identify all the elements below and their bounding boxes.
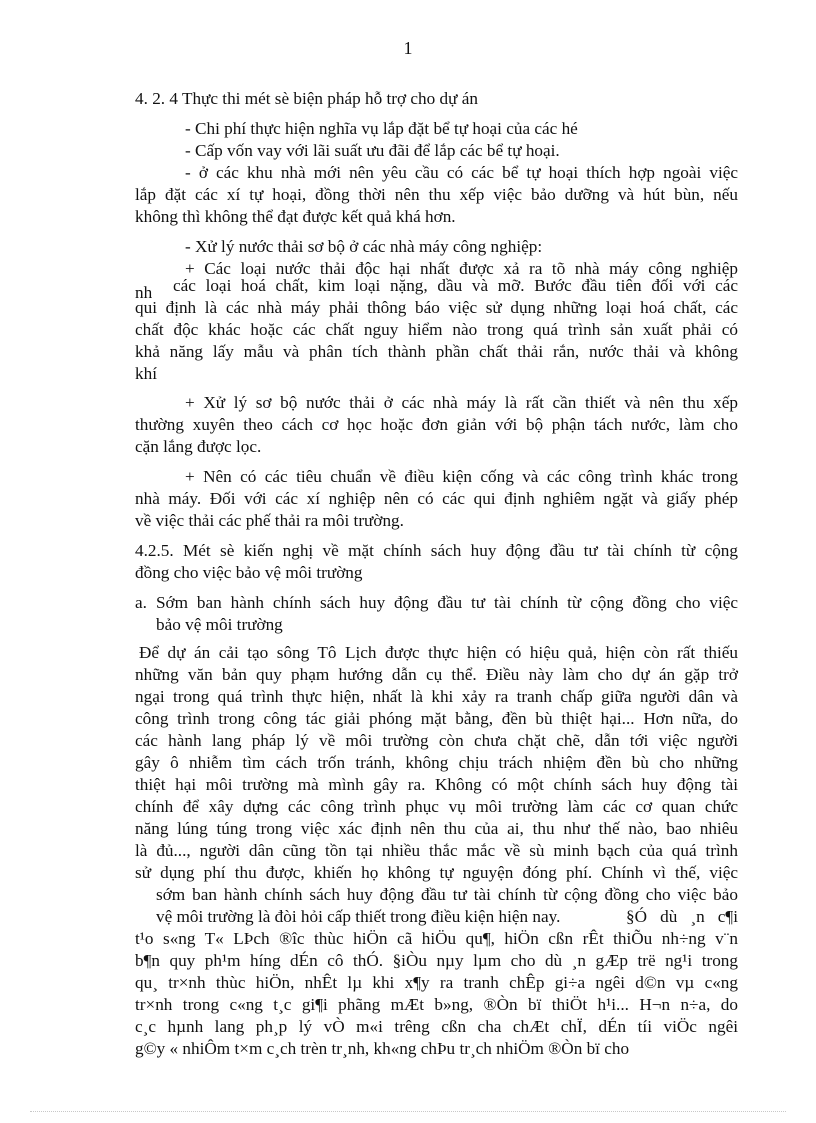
garbled-text-line: qu¸ tr×nh thùc hiÖn, nhÊt lµ khi x¶y ra tranh chÊp gi÷a ngêi d©n vµ c«ng	[135, 973, 738, 992]
paragraph-line: qui định là các nhà máy phải thông báo việc sử dụng những loại hoá chất, các	[135, 298, 738, 317]
subheading-a: Sớm ban hành chính sách huy động đầu tư tài chính từ cộng đồng cho việc	[156, 593, 738, 612]
paragraph-line: ngại trong quá trình thực hiện, nhất là khi xảy ra tranh chấp giữa người dân và	[135, 687, 738, 706]
paragraph-line: về việc thải các phế thải ra môi trường.	[135, 511, 404, 530]
garbled-text-line: tr×nh trong c«ng t¸c gi¶i phãng mÆt b»ng, ®Òn bï thiÖt h¹i... H¬n n÷a, do	[135, 995, 738, 1014]
paragraph-line: chính để xây dựng các công trình phục vụ môi trường làm các cơ quan chức	[135, 797, 738, 816]
garbled-text-line: §Ó dù ¸n c¶i	[626, 907, 738, 926]
heading-4-2-5: 4.2.5. Mét sè kiến nghị về mặt chính sách huy động đầu tư tài chính từ cộng	[135, 541, 738, 560]
paragraph-line: nhà máy. Đối với các xí nghiệp nên có các qui định nghiêm ngặt và giấy phép	[135, 489, 738, 508]
paragraph-line: + Các loại nước thải độc hại nhất được xả ra tõ nhà máy công nghiệp	[185, 259, 738, 278]
paragraph-line: - Chi phí thực hiện nghĩa vụ lắp đặt bể tự hoại của các hé	[185, 119, 578, 138]
paragraph-line: - ở các khu nhà mới nên yêu cầu có các bể tự hoại thích hợp ngoài việc	[185, 163, 738, 182]
paragraph-line: nh	[135, 283, 153, 302]
paragraph-line: thiệt hại môi trường mà mình gây ra. Không có một chính sách huy động tài	[135, 775, 738, 794]
paragraph-line: khả năng lấy mẫu và phân tích thành phần chất thải rắn, nước thải và không	[135, 342, 738, 361]
paragraph-line: vệ môi trường là đòi hỏi cấp thiết trong điều kiện hiện nay.	[156, 907, 561, 926]
paragraph-line: lắp đặt các xí tự hoại, đồng thời nên thu xếp việc bảo dưỡng và hút bùn, nếu	[135, 185, 738, 204]
paragraph-line: những văn bản quy phạm hướng dẫn cụ thể. Điều này làm cho dự án gặp trở	[135, 665, 738, 684]
paragraph-line: chất độc khác hoặc các chất nguy hiểm nào trong quá trình sản xuất phải có	[135, 320, 738, 339]
paragraph-line: - Cấp vốn vay với lãi suất ưu đãi để lắp các bể tự hoại.	[185, 141, 560, 160]
paragraph-line: khí	[135, 364, 157, 383]
paragraph-line: - Xử lý nước thải sơ bộ ở các nhà máy công nghiệp:	[185, 237, 543, 256]
paragraph-line: sử dụng phí thu được, khiến họ không tự nguyện đóng phí. Chính vì thế, việc	[135, 863, 738, 882]
garbled-text-line: g©y « nhiÔm t×m c¸ch trèn tr¸nh, kh«ng chÞu tr¸ch nhiÖm ®Òn bï cho	[135, 1039, 630, 1058]
heading-4-2-5-cont: đồng cho việc bảo vệ môi trường	[135, 563, 363, 582]
garbled-text-line: t¹o s«ng T« LÞch ®îc thùc hiÖn cã hiÖu qu¶, hiÖn cßn rÊt thiÕu nh÷ng v¨n	[135, 929, 738, 948]
paragraph-line: là đủ..., người dân cũng tồn tại nhiều thắc mắc về sù minh bạch của quá trình	[135, 841, 738, 860]
garbled-text-line: c¸c hµnh lang ph¸p lý vÒ m«i trêng cßn cha chÆt chÏ, dÉn tíi viÖc ngêi	[135, 1017, 738, 1036]
paragraph-line: + Nên có các tiêu chuẩn về điều kiện cống và các công trình khác trong	[185, 467, 738, 486]
page-number: 1	[403, 38, 413, 58]
paragraph-line: + Xử lý sơ bộ nước thải ở các nhà máy là rất cần thiết và nên thu xếp	[185, 393, 738, 412]
paragraph-line: gây ô nhiễm tìm cách trốn tránh, không chịu trách nhiệm đền bù cho những	[135, 753, 738, 772]
list-marker-a: a.	[135, 593, 147, 612]
paragraph-line: thường xuyên theo cách cơ học hoặc đơn giản với bộ phận tách nước, làm cho	[135, 415, 738, 434]
paragraph-line: các hành lang pháp lý về môi trường còn chưa chặt chẽ, dẫn tới việc người	[135, 731, 738, 750]
paragraph-line: không thì không thể đạt được kết quả khá hơn.	[135, 207, 456, 226]
page-bottom-divider	[30, 1111, 786, 1112]
paragraph-line: các loại hoá chất, kim loại nặng, dầu và mỡ. Bước đầu tiên đối với các	[173, 276, 738, 295]
subheading-a-cont: bảo vệ môi trường	[156, 615, 283, 634]
paragraph-line: cặn lắng được lọc.	[135, 437, 262, 456]
paragraph-line: Để dự án cải tạo sông Tô Lịch được thực hiện có hiệu quả, hiện còn rất thiếu	[139, 643, 738, 662]
garbled-text-line: b¶n quy ph¹m híng dÉn cô thÓ. §iÒu nµy lµm cho dù ¸n gÆp trë ng¹i trong	[135, 951, 738, 970]
paragraph-line: công trình trong công tác giải phóng mặt bằng, đền bù thiệt hại... Hơn nữa, do	[135, 709, 738, 728]
paragraph-line: năng lúng túng trong việc xác định nên thu của ai, thu như thế nào, bao nhiêu	[135, 819, 738, 838]
heading-4-2-4: 4. 2. 4 Thực thi mét sè biện pháp hỗ trợ cho dự án	[135, 89, 478, 108]
paragraph-line: sớm ban hành chính sách huy động đầu tư tài chính từ cộng đồng cho việc bảo	[156, 885, 738, 904]
